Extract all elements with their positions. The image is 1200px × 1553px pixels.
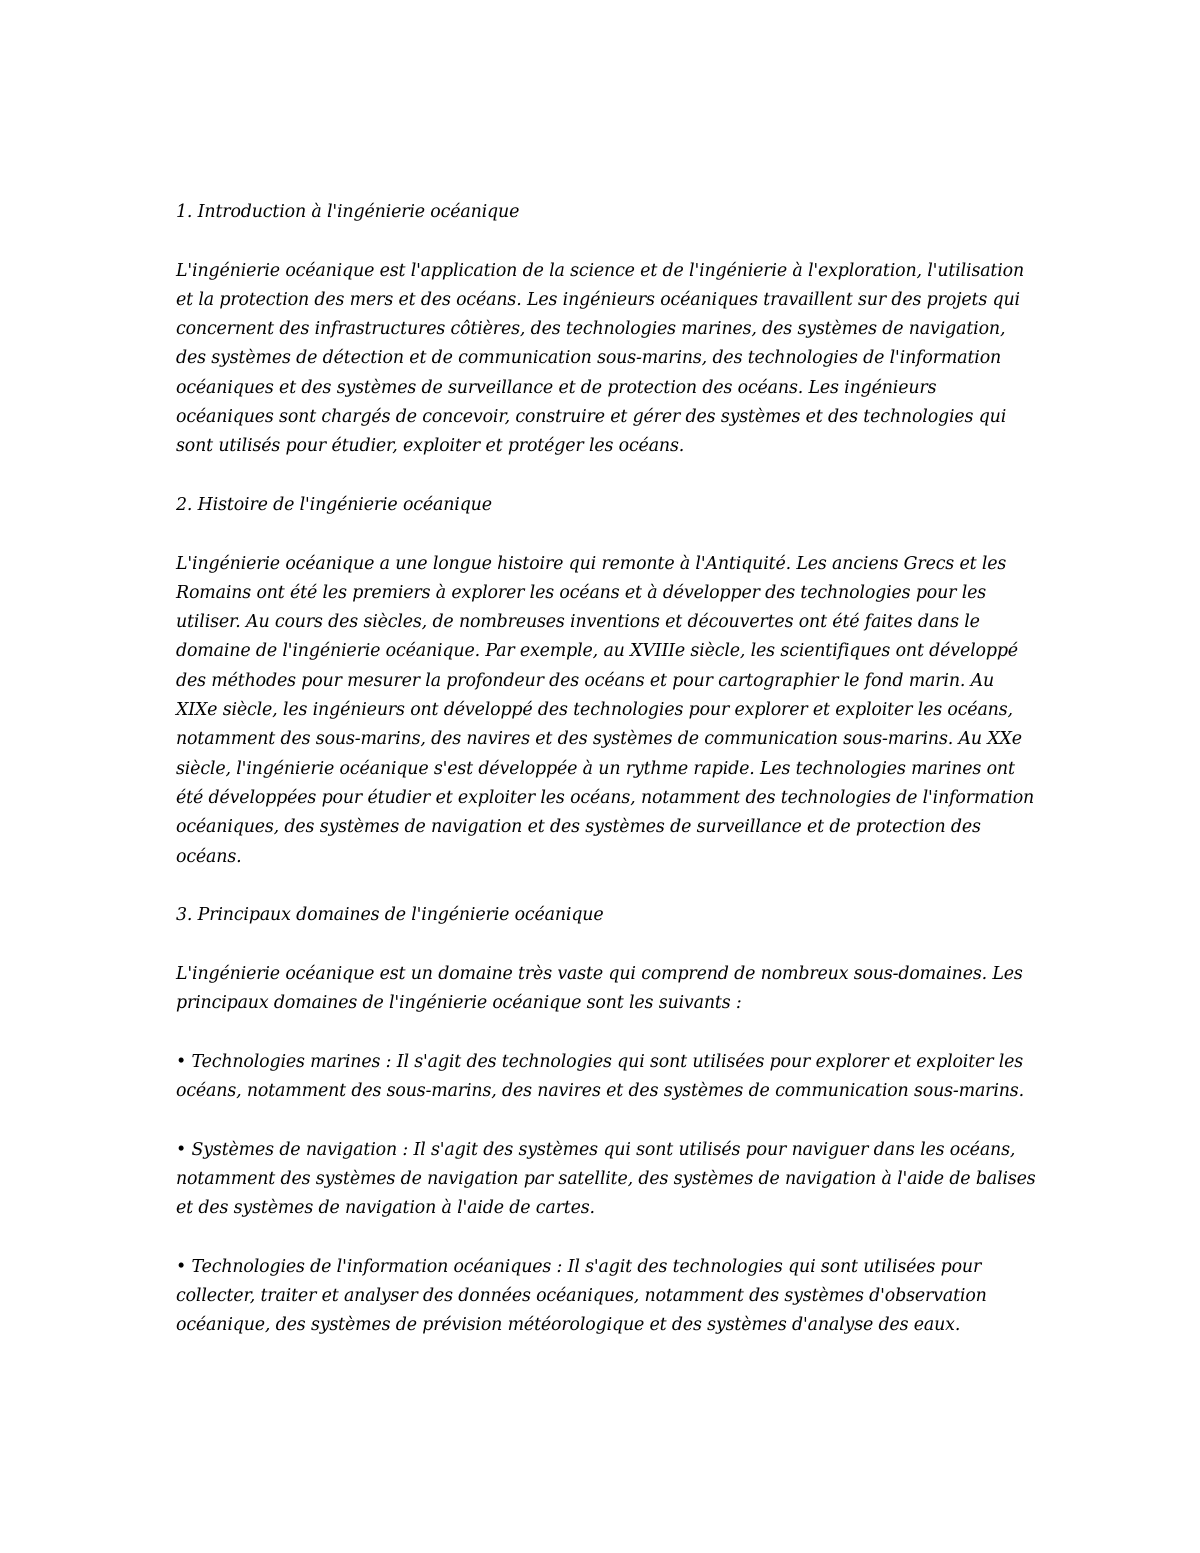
- section-3-heading: 3. Principaux domaines de l'ingénierie océanique: [176, 905, 604, 926]
- section-2-paragraph: L'ingénierie océanique a une longue histoire qui remonte à l'Antiquité. Les anciens Grecs et les Romains ont été les premiers à explorer les océans et à développer des technologies pour les utiliser. Au cours des siècles, de nombreuses inventions et découvertes ont été faites dans le domaine de l'ingénierie océanique. Par exemple, au XVIIIe siècle, les scientifiques ont développé des méthodes pour mesurer la profondeur des océans et pour cartographier le fond marin. Au XIXe siècle, les ingénieurs ont développé des technologies pour explorer et exploiter les océans, notamment des sous-marins, des navires et des systèmes de communication sous-marins. Au XXe siècle, l'ingénierie océanique s'est développée à un rythme rapide. Les technologies marines ont été développées pour étudier et exploiter les océans, notamment des technologies de l'information océaniques, des systèmes de navigation et des systèmes de surveillance et de protection des océans.: [176, 553, 1035, 867]
- section-3-intro-paragraph: L'ingénierie océanique est un domaine très vaste qui comprend de nombreux sous-domaines. Les principaux domaines de l'ingénierie océanique sont les suivants :: [176, 963, 1023, 1014]
- section-1-paragraph: L'ingénierie océanique est l'application de la science et de l'ingénierie à l'exploration, l'utilisation et la protection des mers et des océans. Les ingénieurs océaniques travaillent sur des projets qui concernent des infrastructures côtières, des technologies marines, des systèmes de navigation, des systèmes de détection et de communication sous-marins, des technologies de l'information océaniques et des systèmes de surveillance et de protection des océans. Les ingénieurs océaniques sont chargés de concevoir, construire et gérer des systèmes et des technologies qui sont utilisés pour étudier, exploiter et protéger les océans.: [176, 260, 1025, 457]
- section-1-heading: 1. Introduction à l'ingénierie océanique: [176, 202, 520, 222]
- bullet-technologies-information: • Technologies de l'information océaniques : Il s'agit des technologies qui sont utilisées pour collecter, traiter et analyser des données océaniques, notamment des systèmes d'observation océanique, des systèmes de prévision météorologique et des systèmes d'analyse des eaux.: [176, 1256, 987, 1336]
- bullet-systemes-navigation: • Systèmes de navigation : Il s'agit des systèmes qui sont utilisés pour naviguer dans les océans, notamment des systèmes de navigation par satellite, des systèmes de navigation à l'aide de balises et des systèmes de navigation à l'aide de cartes.: [176, 1139, 1036, 1219]
- bullet-technologies-marines: • Technologies marines : Il s'agit des technologies qui sont utilisées pour explorer et exploiter les océans, notamment des sous-marins, des navires et des systèmes de communication sous-marins.: [176, 1051, 1024, 1101]
- section-2-heading: 2. Histoire de l'ingénierie océanique: [176, 494, 492, 515]
- document-body: [176, 198, 1036, 1370]
